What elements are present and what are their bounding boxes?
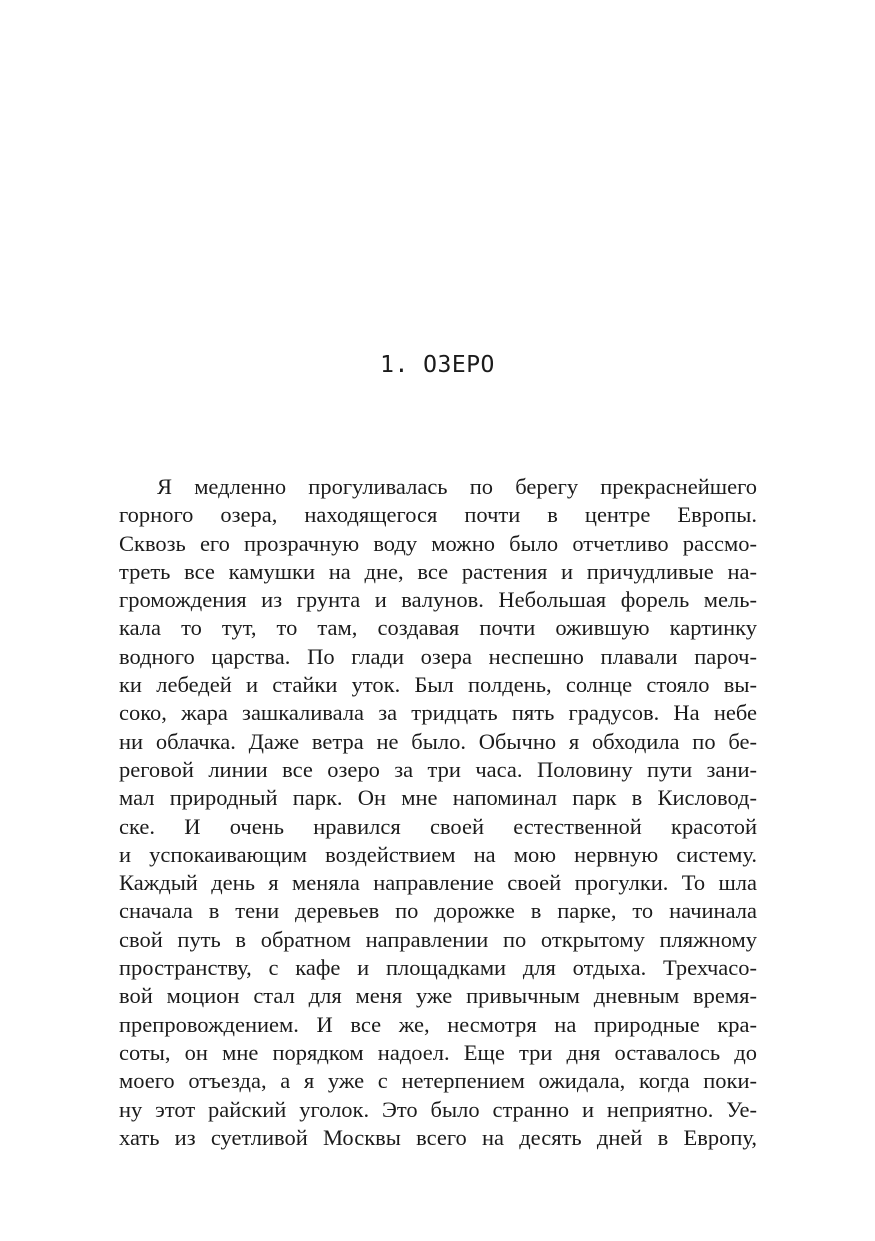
- text-line: ки лебедей и стайки уток. Был полдень, солнце стояло вы-: [119, 672, 757, 698]
- text-line: препровождением. И все же, несмотря на природные кра-: [119, 1011, 757, 1037]
- text-line: Сквозь его прозрачную воду можно было отчетливо рассмо-: [119, 530, 757, 556]
- text-line: Каждый день я меняла направление своей прогулки. То шла: [119, 870, 757, 896]
- text-line: Я медленно прогуливалась по берегу прекраснейшего: [157, 474, 757, 499]
- text-line: водного царства. По глади озера неспешно плавали пароч-: [119, 643, 757, 669]
- body-paragraph: [119, 473, 757, 1152]
- text-line: громождения из грунта и валунов. Небольшая форель мель-: [119, 587, 757, 613]
- text-line: и успокаивающим воздействием на мою нервную систему.: [119, 841, 757, 867]
- text-line: кала то тут, то там, создавая почти ожившую картинку: [119, 615, 757, 641]
- chapter-title: 1. ОЗЕРО: [380, 352, 495, 378]
- text-line: сначала в тени деревьев по дорожке в парке, то начинала: [119, 898, 757, 924]
- text-line: мал природный парк. Он мне напоминал парк в Кисловод-: [119, 785, 757, 811]
- text-line: ни облачка. Даже ветра не было. Обычно я обходила по бе-: [119, 728, 757, 754]
- text-line: свой путь в обратном направлении по открытому пляжному: [119, 926, 757, 952]
- text-line: соко, жара зашкаливала за тридцать пять градусов. На небе: [119, 700, 757, 726]
- text-line: реговой линии все озеро за три часа. Половину пути зани-: [119, 756, 757, 782]
- text-line: горного озера, находящегося почти в центре Европы.: [119, 502, 757, 528]
- text-line: треть все камушки на дне, все растения и причудливые на-: [119, 558, 757, 584]
- text-line: моего отъезда, а я уже с нетерпением ожидала, когда поки-: [119, 1068, 757, 1094]
- text-line: хать из суетливой Москвы всего на десять дней в Европу,: [119, 1124, 757, 1150]
- text-line: соты, он мне порядком надоел. Еще три дня оставалось до: [119, 1039, 757, 1065]
- text-line: пространству, с кафе и площадками для отдыха. Трехчасо-: [119, 955, 757, 981]
- text-line: вой моцион стал для меня уже привычным дневным время-: [119, 983, 757, 1009]
- text-line: ске. И очень нравился своей естественной красотой: [119, 813, 757, 839]
- text-line: ну этот райский уголок. Это было странно и неприятно. Уе-: [119, 1096, 757, 1122]
